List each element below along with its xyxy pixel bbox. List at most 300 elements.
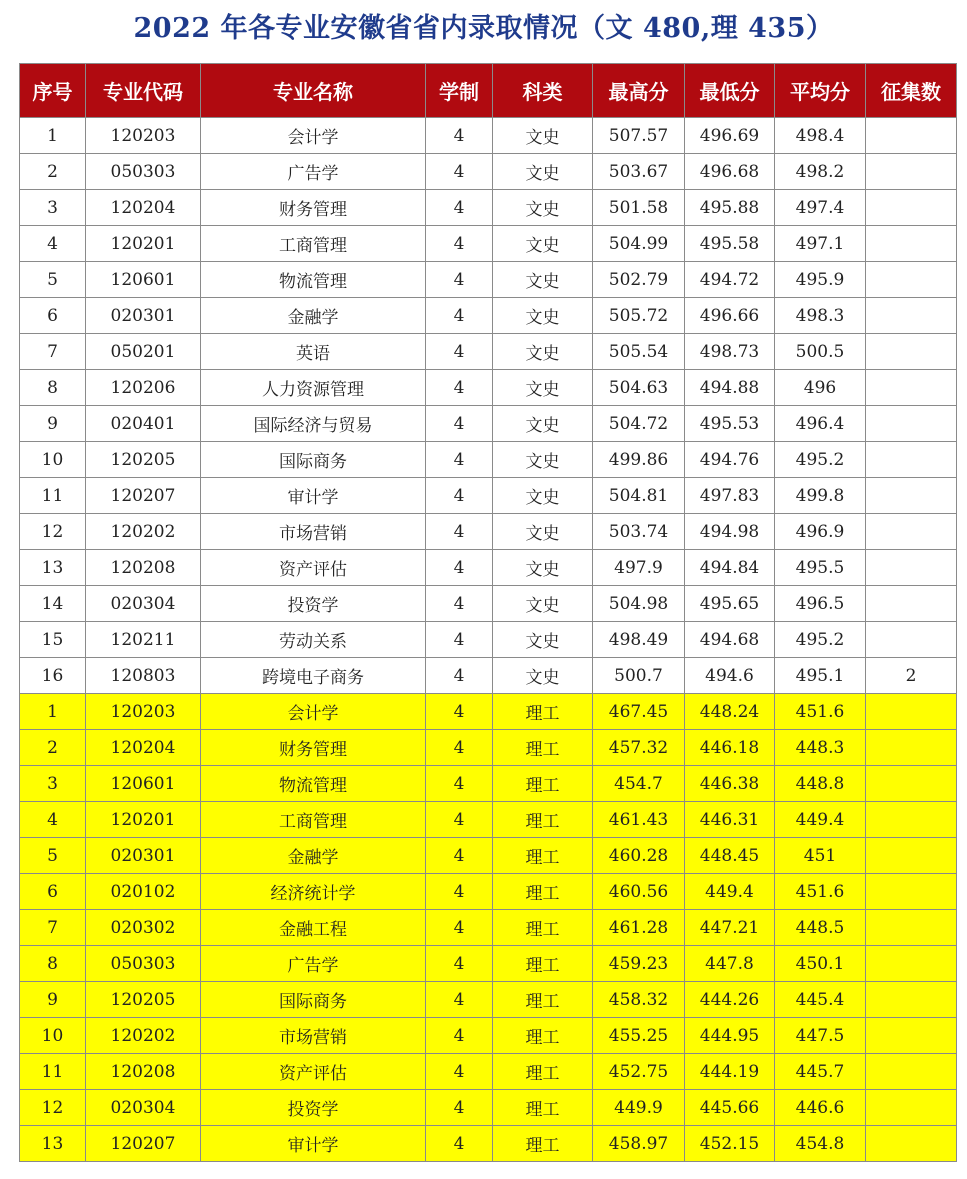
header-duration: 学制	[426, 64, 493, 118]
cell-major-code: 120202	[86, 1018, 201, 1054]
cell-category: 理工	[493, 766, 593, 802]
cell-major-name: 国际经济与贸易	[201, 406, 426, 442]
cell-duration: 4	[426, 406, 493, 442]
cell-supplementary-count	[866, 586, 957, 622]
cell-index: 2	[20, 730, 86, 766]
cell-major-name: 资产评估	[201, 1054, 426, 1090]
header-category: 科类	[493, 64, 593, 118]
cell-category: 理工	[493, 694, 593, 730]
cell-max-score: 461.43	[593, 802, 685, 838]
cell-min-score: 494.98	[685, 514, 775, 550]
cell-duration: 4	[426, 190, 493, 226]
cell-avg-score: 498.2	[775, 154, 866, 190]
cell-major-code: 020102	[86, 874, 201, 910]
cell-avg-score: 498.3	[775, 298, 866, 334]
cell-max-score: 504.63	[593, 370, 685, 406]
table-row	[20, 874, 957, 910]
table-row	[20, 370, 957, 406]
cell-min-score: 498.73	[685, 334, 775, 370]
cell-major-name: 工商管理	[201, 802, 426, 838]
cell-min-score: 496.66	[685, 298, 775, 334]
cell-min-score: 494.6	[685, 658, 775, 694]
cell-avg-score: 496.5	[775, 586, 866, 622]
cell-supplementary-count	[866, 1018, 957, 1054]
cell-major-code: 120205	[86, 982, 201, 1018]
cell-major-name: 投资学	[201, 586, 426, 622]
cell-duration: 4	[426, 154, 493, 190]
cell-supplementary-count	[866, 1126, 957, 1162]
cell-min-score: 452.15	[685, 1126, 775, 1162]
header-min-score: 最低分	[685, 64, 775, 118]
cell-avg-score: 445.7	[775, 1054, 866, 1090]
cell-major-name: 物流管理	[201, 262, 426, 298]
cell-duration: 4	[426, 730, 493, 766]
cell-major-name: 金融工程	[201, 910, 426, 946]
cell-duration: 4	[426, 298, 493, 334]
cell-index: 1	[20, 694, 86, 730]
cell-duration: 4	[426, 1018, 493, 1054]
cell-min-score: 496.68	[685, 154, 775, 190]
cell-index: 14	[20, 586, 86, 622]
cell-major-code: 050303	[86, 154, 201, 190]
cell-category: 文史	[493, 586, 593, 622]
cell-supplementary-count	[866, 190, 957, 226]
cell-min-score: 444.26	[685, 982, 775, 1018]
cell-min-score: 448.24	[685, 694, 775, 730]
cell-avg-score: 445.4	[775, 982, 866, 1018]
cell-major-code: 120803	[86, 658, 201, 694]
header-max-score: 最高分	[593, 64, 685, 118]
cell-category: 文史	[493, 406, 593, 442]
cell-max-score: 461.28	[593, 910, 685, 946]
cell-supplementary-count	[866, 874, 957, 910]
cell-major-code: 020401	[86, 406, 201, 442]
cell-major-code: 020302	[86, 910, 201, 946]
cell-category: 理工	[493, 1054, 593, 1090]
cell-category: 文史	[493, 262, 593, 298]
cell-major-code: 020301	[86, 838, 201, 874]
cell-avg-score: 448.3	[775, 730, 866, 766]
cell-category: 文史	[493, 334, 593, 370]
cell-major-code: 050303	[86, 946, 201, 982]
cell-duration: 4	[426, 1054, 493, 1090]
table-row	[20, 514, 957, 550]
cell-category: 文史	[493, 478, 593, 514]
cell-min-score: 495.88	[685, 190, 775, 226]
cell-supplementary-count	[866, 118, 957, 154]
cell-max-score: 467.45	[593, 694, 685, 730]
cell-major-code: 020304	[86, 1090, 201, 1126]
cell-avg-score: 451.6	[775, 874, 866, 910]
cell-category: 理工	[493, 982, 593, 1018]
cell-avg-score: 497.1	[775, 226, 866, 262]
table-row	[20, 262, 957, 298]
cell-major-name: 劳动关系	[201, 622, 426, 658]
cell-index: 8	[20, 946, 86, 982]
cell-avg-score: 496.9	[775, 514, 866, 550]
table-row	[20, 1054, 957, 1090]
cell-supplementary-count	[866, 730, 957, 766]
cell-supplementary-count	[866, 1090, 957, 1126]
table-row	[20, 1090, 957, 1126]
cell-major-code: 020304	[86, 586, 201, 622]
cell-major-name: 英语	[201, 334, 426, 370]
table-row	[20, 658, 957, 694]
cell-index: 10	[20, 1018, 86, 1054]
cell-major-name: 财务管理	[201, 190, 426, 226]
cell-max-score: 503.67	[593, 154, 685, 190]
cell-max-score: 458.32	[593, 982, 685, 1018]
cell-category: 文史	[493, 226, 593, 262]
cell-major-name: 广告学	[201, 154, 426, 190]
cell-avg-score: 495.2	[775, 442, 866, 478]
cell-duration: 4	[426, 550, 493, 586]
cell-index: 11	[20, 1054, 86, 1090]
cell-avg-score: 495.1	[775, 658, 866, 694]
table-row	[20, 694, 957, 730]
cell-category: 文史	[493, 298, 593, 334]
cell-min-score: 494.76	[685, 442, 775, 478]
cell-index: 2	[20, 154, 86, 190]
cell-major-name: 人力资源管理	[201, 370, 426, 406]
cell-major-name: 审计学	[201, 1126, 426, 1162]
cell-index: 11	[20, 478, 86, 514]
cell-index: 8	[20, 370, 86, 406]
cell-supplementary-count	[866, 514, 957, 550]
table-row	[20, 154, 957, 190]
table-header-row	[20, 64, 957, 118]
cell-min-score: 494.72	[685, 262, 775, 298]
cell-avg-score: 448.8	[775, 766, 866, 802]
cell-max-score: 498.49	[593, 622, 685, 658]
table-row	[20, 442, 957, 478]
cell-min-score: 447.21	[685, 910, 775, 946]
cell-category: 文史	[493, 154, 593, 190]
header-index: 序号	[20, 64, 86, 118]
cell-category: 文史	[493, 118, 593, 154]
cell-min-score: 446.18	[685, 730, 775, 766]
cell-category: 文史	[493, 370, 593, 406]
cell-major-name: 财务管理	[201, 730, 426, 766]
cell-major-code: 120601	[86, 766, 201, 802]
cell-category: 理工	[493, 946, 593, 982]
cell-supplementary-count	[866, 550, 957, 586]
cell-avg-score: 495.2	[775, 622, 866, 658]
cell-major-code: 120204	[86, 730, 201, 766]
cell-major-code: 120202	[86, 514, 201, 550]
cell-category: 理工	[493, 1018, 593, 1054]
cell-category: 文史	[493, 190, 593, 226]
cell-supplementary-count	[866, 802, 957, 838]
cell-avg-score: 497.4	[775, 190, 866, 226]
cell-major-name: 会计学	[201, 118, 426, 154]
table-row	[20, 334, 957, 370]
cell-category: 文史	[493, 658, 593, 694]
cell-index: 3	[20, 190, 86, 226]
cell-supplementary-count	[866, 406, 957, 442]
table-row	[20, 730, 957, 766]
cell-index: 9	[20, 406, 86, 442]
cell-major-name: 工商管理	[201, 226, 426, 262]
cell-avg-score: 451	[775, 838, 866, 874]
cell-min-score: 447.8	[685, 946, 775, 982]
cell-min-score: 446.31	[685, 802, 775, 838]
table-row	[20, 190, 957, 226]
cell-duration: 4	[426, 370, 493, 406]
cell-supplementary-count	[866, 982, 957, 1018]
cell-category: 理工	[493, 838, 593, 874]
cell-index: 4	[20, 226, 86, 262]
cell-max-score: 455.25	[593, 1018, 685, 1054]
cell-index: 1	[20, 118, 86, 154]
cell-duration: 4	[426, 874, 493, 910]
cell-supplementary-count	[866, 946, 957, 982]
cell-category: 文史	[493, 442, 593, 478]
cell-category: 理工	[493, 910, 593, 946]
cell-avg-score: 498.4	[775, 118, 866, 154]
cell-min-score: 445.66	[685, 1090, 775, 1126]
table-row	[20, 118, 957, 154]
cell-max-score: 504.99	[593, 226, 685, 262]
cell-max-score: 507.57	[593, 118, 685, 154]
cell-avg-score: 449.4	[775, 802, 866, 838]
cell-max-score: 504.72	[593, 406, 685, 442]
table-row	[20, 1018, 957, 1054]
cell-max-score: 505.54	[593, 334, 685, 370]
cell-duration: 4	[426, 514, 493, 550]
table-row	[20, 946, 957, 982]
cell-duration: 4	[426, 1090, 493, 1126]
cell-index: 7	[20, 334, 86, 370]
cell-avg-score: 496	[775, 370, 866, 406]
cell-major-code: 120601	[86, 262, 201, 298]
cell-major-code: 120204	[86, 190, 201, 226]
cell-major-name: 市场营销	[201, 1018, 426, 1054]
cell-index: 4	[20, 802, 86, 838]
table-row	[20, 766, 957, 802]
cell-duration: 4	[426, 622, 493, 658]
cell-avg-score: 454.8	[775, 1126, 866, 1162]
table-row	[20, 838, 957, 874]
cell-max-score: 454.7	[593, 766, 685, 802]
cell-max-score: 452.75	[593, 1054, 685, 1090]
cell-major-name: 跨境电子商务	[201, 658, 426, 694]
cell-supplementary-count	[866, 478, 957, 514]
cell-min-score: 495.53	[685, 406, 775, 442]
cell-duration: 4	[426, 838, 493, 874]
cell-index: 12	[20, 514, 86, 550]
table-row	[20, 478, 957, 514]
cell-max-score: 497.9	[593, 550, 685, 586]
admission-table	[19, 63, 957, 1162]
cell-supplementary-count	[866, 298, 957, 334]
cell-max-score: 505.72	[593, 298, 685, 334]
cell-avg-score: 496.4	[775, 406, 866, 442]
cell-max-score: 458.97	[593, 1126, 685, 1162]
cell-major-code: 120208	[86, 1054, 201, 1090]
cell-major-code: 120208	[86, 550, 201, 586]
cell-major-name: 金融学	[201, 298, 426, 334]
cell-min-score: 446.38	[685, 766, 775, 802]
cell-category: 理工	[493, 730, 593, 766]
cell-index: 10	[20, 442, 86, 478]
cell-avg-score: 495.5	[775, 550, 866, 586]
cell-supplementary-count	[866, 1054, 957, 1090]
cell-min-score: 496.69	[685, 118, 775, 154]
cell-min-score: 495.58	[685, 226, 775, 262]
cell-supplementary-count: 2	[866, 658, 957, 694]
cell-min-score: 494.88	[685, 370, 775, 406]
cell-index: 12	[20, 1090, 86, 1126]
cell-major-name: 会计学	[201, 694, 426, 730]
cell-min-score: 444.95	[685, 1018, 775, 1054]
cell-avg-score: 447.5	[775, 1018, 866, 1054]
table-row	[20, 406, 957, 442]
cell-avg-score: 446.6	[775, 1090, 866, 1126]
cell-major-name: 广告学	[201, 946, 426, 982]
cell-major-code: 120203	[86, 118, 201, 154]
cell-supplementary-count	[866, 334, 957, 370]
cell-category: 理工	[493, 874, 593, 910]
cell-avg-score: 450.1	[775, 946, 866, 982]
cell-supplementary-count	[866, 694, 957, 730]
cell-min-score: 497.83	[685, 478, 775, 514]
cell-duration: 4	[426, 694, 493, 730]
cell-index: 15	[20, 622, 86, 658]
cell-max-score: 504.81	[593, 478, 685, 514]
cell-avg-score: 500.5	[775, 334, 866, 370]
cell-max-score: 503.74	[593, 514, 685, 550]
cell-major-code: 120207	[86, 1126, 201, 1162]
header-avg-score: 平均分	[775, 64, 866, 118]
cell-major-name: 国际商务	[201, 982, 426, 1018]
cell-max-score: 460.56	[593, 874, 685, 910]
cell-index: 3	[20, 766, 86, 802]
cell-category: 理工	[493, 1090, 593, 1126]
cell-index: 5	[20, 262, 86, 298]
cell-duration: 4	[426, 982, 493, 1018]
table-row	[20, 982, 957, 1018]
cell-index: 13	[20, 1126, 86, 1162]
cell-index: 9	[20, 982, 86, 1018]
cell-duration: 4	[426, 910, 493, 946]
cell-max-score: 449.9	[593, 1090, 685, 1126]
cell-supplementary-count	[866, 442, 957, 478]
cell-major-name: 市场营销	[201, 514, 426, 550]
cell-major-code: 120203	[86, 694, 201, 730]
table-row	[20, 586, 957, 622]
cell-min-score: 494.84	[685, 550, 775, 586]
cell-duration: 4	[426, 802, 493, 838]
cell-duration: 4	[426, 586, 493, 622]
cell-major-code: 120211	[86, 622, 201, 658]
cell-min-score: 494.68	[685, 622, 775, 658]
cell-major-code: 020301	[86, 298, 201, 334]
page-title: 2022 年各专业安徽省省内录取情况（文 480,理 435）	[133, 13, 834, 44]
cell-min-score: 495.65	[685, 586, 775, 622]
cell-avg-score: 451.6	[775, 694, 866, 730]
header-major-name: 专业名称	[201, 64, 426, 118]
cell-category: 文史	[493, 514, 593, 550]
table-row	[20, 226, 957, 262]
cell-category: 文史	[493, 550, 593, 586]
cell-major-code: 120206	[86, 370, 201, 406]
cell-duration: 4	[426, 658, 493, 694]
cell-min-score: 449.4	[685, 874, 775, 910]
cell-duration: 4	[426, 118, 493, 154]
table-row	[20, 298, 957, 334]
cell-supplementary-count	[866, 766, 957, 802]
cell-index: 16	[20, 658, 86, 694]
cell-index: 7	[20, 910, 86, 946]
cell-avg-score: 448.5	[775, 910, 866, 946]
cell-duration: 4	[426, 1126, 493, 1162]
cell-major-name: 经济统计学	[201, 874, 426, 910]
cell-duration: 4	[426, 262, 493, 298]
table-row	[20, 1126, 957, 1162]
cell-min-score: 448.45	[685, 838, 775, 874]
table-row	[20, 622, 957, 658]
cell-supplementary-count	[866, 370, 957, 406]
cell-supplementary-count	[866, 154, 957, 190]
cell-supplementary-count	[866, 838, 957, 874]
table-row	[20, 550, 957, 586]
cell-category: 理工	[493, 1126, 593, 1162]
cell-max-score: 457.32	[593, 730, 685, 766]
table-row	[20, 910, 957, 946]
cell-category: 文史	[493, 622, 593, 658]
cell-min-score: 444.19	[685, 1054, 775, 1090]
cell-max-score: 459.23	[593, 946, 685, 982]
cell-duration: 4	[426, 442, 493, 478]
cell-major-code: 120201	[86, 802, 201, 838]
cell-max-score: 502.79	[593, 262, 685, 298]
cell-supplementary-count	[866, 262, 957, 298]
cell-avg-score: 495.9	[775, 262, 866, 298]
cell-supplementary-count	[866, 622, 957, 658]
cell-major-name: 审计学	[201, 478, 426, 514]
cell-major-code: 120205	[86, 442, 201, 478]
cell-index: 5	[20, 838, 86, 874]
cell-duration: 4	[426, 946, 493, 982]
cell-max-score: 499.86	[593, 442, 685, 478]
cell-index: 6	[20, 874, 86, 910]
cell-major-name: 物流管理	[201, 766, 426, 802]
cell-max-score: 501.58	[593, 190, 685, 226]
table-row	[20, 802, 957, 838]
header-supplementary-count: 征集数	[866, 64, 957, 118]
cell-duration: 4	[426, 334, 493, 370]
cell-max-score: 460.28	[593, 838, 685, 874]
cell-max-score: 504.98	[593, 586, 685, 622]
cell-major-name: 资产评估	[201, 550, 426, 586]
cell-duration: 4	[426, 478, 493, 514]
cell-duration: 4	[426, 226, 493, 262]
cell-major-name: 国际商务	[201, 442, 426, 478]
cell-max-score: 500.7	[593, 658, 685, 694]
cell-major-name: 金融学	[201, 838, 426, 874]
cell-major-name: 投资学	[201, 1090, 426, 1126]
cell-major-code: 050201	[86, 334, 201, 370]
cell-index: 6	[20, 298, 86, 334]
cell-supplementary-count	[866, 910, 957, 946]
cell-supplementary-count	[866, 226, 957, 262]
cell-duration: 4	[426, 766, 493, 802]
cell-category: 理工	[493, 802, 593, 838]
cell-major-code: 120207	[86, 478, 201, 514]
cell-avg-score: 499.8	[775, 478, 866, 514]
cell-index: 13	[20, 550, 86, 586]
